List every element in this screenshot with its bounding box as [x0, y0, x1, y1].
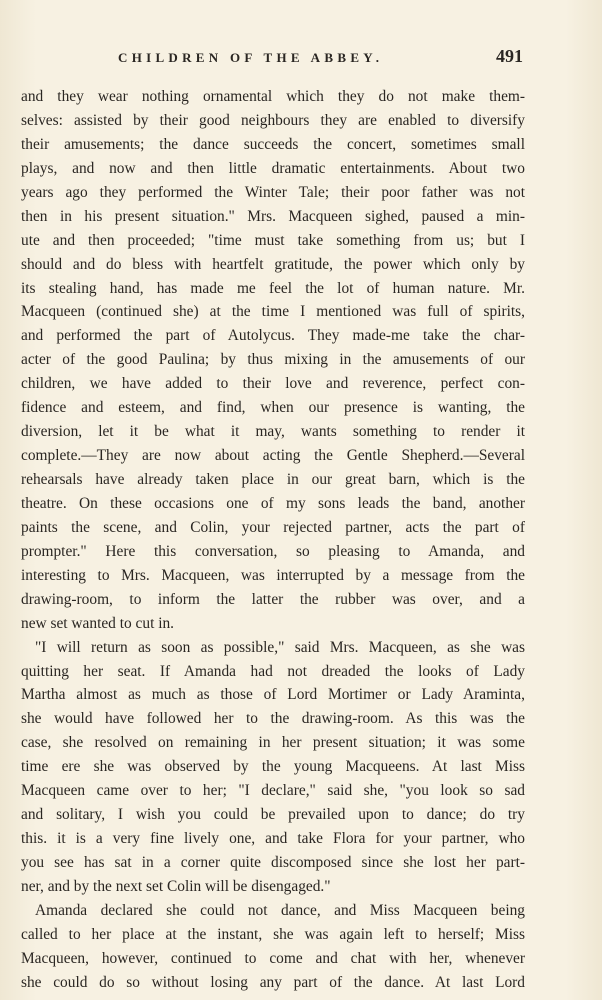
- paragraph-start-line: "I will return as soon as possible," said Mrs. Macqueen, as she was: [35, 638, 525, 656]
- text-line: paints the scene, and Colin, your rejected partner, acts the part of: [21, 518, 525, 536]
- text-line: Martha almost as much as those of Lord Mortimer or Lady Araminta,: [21, 686, 525, 704]
- text-line: she would have followed her to the drawing-room. As this was the: [21, 710, 525, 728]
- page-number: 491: [496, 46, 523, 66]
- text-line: acter of the good Paulina; by thus mixing in the amusements of our: [21, 351, 525, 369]
- text-line: interesting to Mrs. Macqueen, was interrupted by a message from the: [21, 566, 525, 584]
- text-line: theatre. On these occasions one of my sons leads the band, another: [21, 494, 525, 512]
- text-line: diversion, let it be what it may, wants something to render it: [21, 423, 525, 441]
- text-line: fidence and esteem, and find, when our presence is wanting, the: [21, 399, 525, 417]
- text-line: this. it is a very fine lively one, and take Flora for your partner, who: [21, 830, 525, 848]
- text-line: quitting her seat. If Amanda had not dreaded the looks of Lady: [21, 662, 525, 680]
- text-line: she could do so without losing any part of the dance. At last Lord: [21, 973, 525, 991]
- text-line: rehearsals have already taken place in our great barn, which is the: [21, 471, 525, 488]
- paragraph-end-line: new set wanted to cut in.: [21, 614, 175, 632]
- text-line: Macqueen, however, continued to come and chat with her, whenever: [21, 949, 525, 967]
- text-line: you see has sat in a corner quite discomposed since she lost her part-: [21, 854, 525, 871]
- text-line: and solitary, I wish you could be prevailed upon to dance; do try: [21, 806, 525, 824]
- text-line: should and do bless with heartfelt gratitude, the power which only by: [21, 255, 525, 273]
- text-line: years ago they performed the Winter Tale; their poor father was not: [21, 183, 525, 201]
- text-line: children, we have added to their love and reverence, perfect con-: [21, 375, 525, 393]
- text-line: and they wear nothing ornamental which they do not make them-: [21, 88, 525, 105]
- text-line: plays, and now and then little dramatic entertainments. About two: [21, 159, 525, 177]
- text-line: then in his present situation." Mrs. Macqueen sighed, paused a min-: [21, 207, 525, 225]
- text-line: Macqueen came over to her; "I declare," said she, "you look so sad: [21, 782, 525, 800]
- text-line: prompter." Here this conversation, so pleasing to Amanda, and: [21, 542, 525, 560]
- paragraph-end-line: ner, and by the next set Colin will be disengaged.": [21, 877, 331, 895]
- running-head: CHILDREN OF THE ABBEY.: [118, 50, 384, 65]
- page-header: [0, 46, 602, 72]
- text-line: complete.—They are now about acting the Gentle Shepherd.—Several: [21, 447, 525, 465]
- text-line: time ere she was observed by the young Macqueens. At last Miss: [21, 758, 525, 776]
- text-line: their amusements; the dance succeeds the concert, sometimes small: [21, 135, 525, 153]
- text-line: ute and then proceeded; "time must take something from us; but I: [21, 231, 525, 249]
- text-line: its stealing hand, has made me feel the lot of human nature. Mr.: [21, 279, 525, 297]
- text-line: called to her place at the instant, she was again left to herself; Miss: [21, 925, 525, 943]
- text-line: Macqueen (continued she) at the time I mentioned was full of spirits,: [21, 303, 525, 321]
- paragraph-start-line: Amanda declared she could not dance, and Miss Macqueen being: [35, 901, 525, 919]
- text-line: and performed the part of Autolycus. They made-me take the char-: [21, 327, 525, 345]
- body-text: [21, 85, 525, 995]
- text-line: case, she resolved on remaining in her present situation; it was some: [21, 734, 525, 752]
- text-line: drawing-room, to inform the latter the rubber was over, and a: [21, 590, 525, 608]
- text-line: selves: assisted by their good neighbours they are enabled to diversify: [21, 111, 525, 129]
